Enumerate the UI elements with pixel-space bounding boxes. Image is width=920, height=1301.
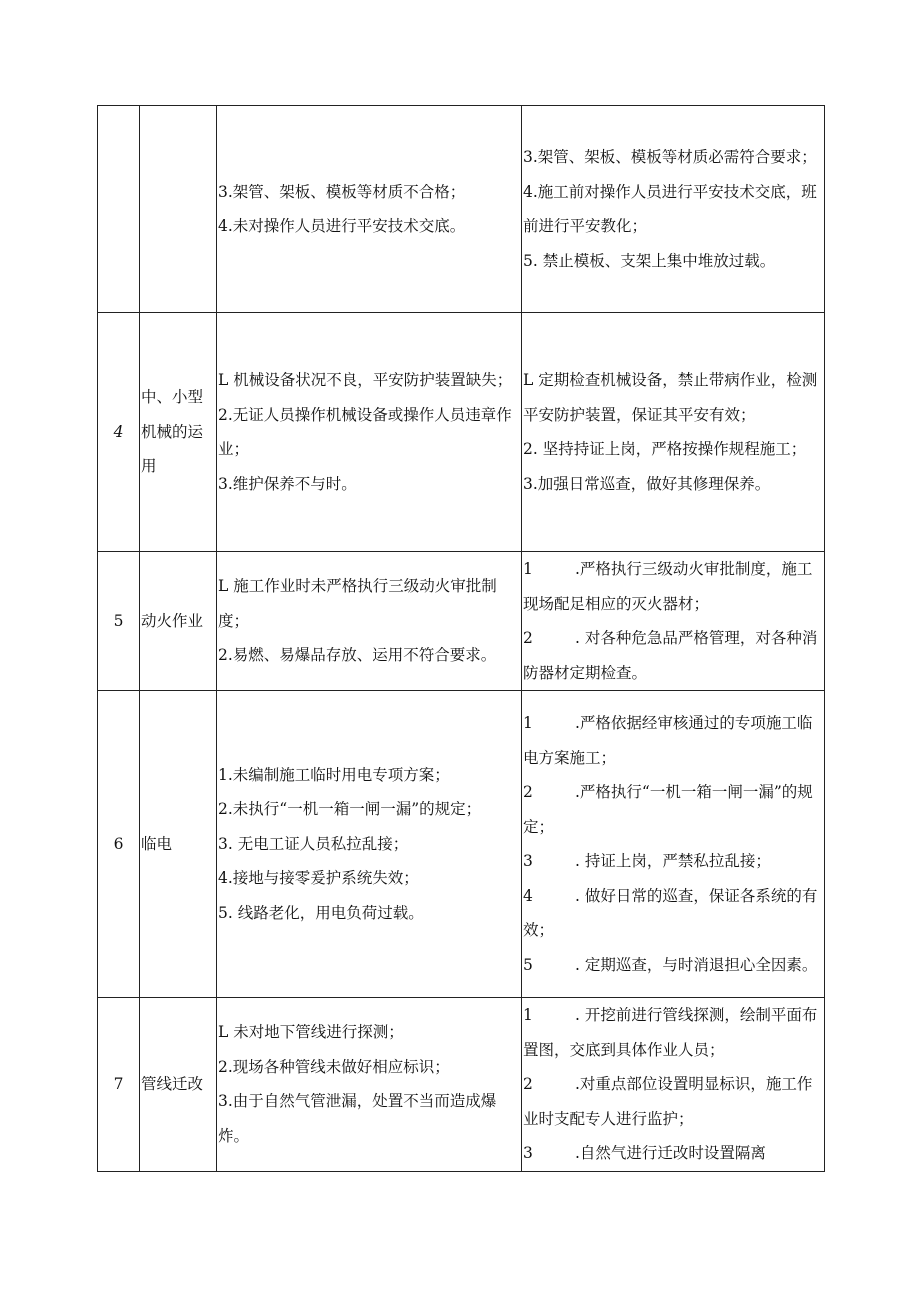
hazard-item: L 机械设备状况不良，平安防护装置缺失；	[218, 371, 513, 389]
hazard-item: 3.维护保养不与时。	[218, 474, 357, 493]
row-number: 5	[98, 552, 140, 691]
measure-index: 5	[523, 955, 533, 974]
measure-index: 3	[523, 852, 533, 870]
measure-cell	[522, 313, 825, 552]
hazard-cell	[217, 998, 522, 1172]
measure-index: 2	[523, 629, 533, 647]
hazard-item: 3.由于自然气管泄漏，处置不当而造成爆炸。	[218, 1092, 497, 1145]
measure-item	[523, 998, 823, 1067]
measure-text: .对重点部位设置明显标识，施工作业时支配专人进行监护；	[523, 1075, 813, 1128]
hazard-item: 4.接地与接零爰护系统失效；	[218, 869, 419, 888]
measure-text: . 定期巡查，与时消退担心全因素。	[575, 955, 818, 974]
measure-item	[523, 1067, 823, 1136]
table-row	[98, 106, 825, 313]
measure-text: . 做好日常的巡查，保证各系统的有效；	[523, 886, 818, 939]
row-category: 临电	[140, 691, 217, 998]
measure-index: 3	[523, 1144, 533, 1162]
table-row	[98, 552, 825, 691]
hazard-cell	[217, 552, 522, 691]
measure-index: 2	[523, 1075, 533, 1093]
measure-text: .严格执行三级动火审批制度，施工现场配足相应的灭火器材；	[523, 560, 813, 613]
hazard-item: 2.现场各种管线未做好相应标识；	[218, 1057, 450, 1076]
measure-item	[523, 1136, 823, 1171]
hazard-item: 3.架管、架板、模板等材质不合格；	[218, 182, 466, 201]
row-category: 动火作业	[140, 552, 217, 691]
row-number: 6	[98, 691, 140, 998]
table-row	[98, 313, 825, 552]
measure-text: . 开挖前进行管线探测，绘制平面布置图，交底到具体作业人员；	[523, 1006, 818, 1059]
measure-index: 2	[523, 783, 533, 801]
measure-index: 4	[523, 886, 533, 905]
measure-text: . 持证上岗，严禁私拉乱接；	[575, 852, 771, 870]
hazard-item: 2.无证人员操作机械设备或操作人员违章作业；	[218, 405, 512, 458]
hazard-item: 2.易燃、易爆品存放、运用不符合要求。	[218, 646, 497, 665]
hazard-item: 3. 无电工证人员私拉乱接；	[218, 834, 409, 853]
measure-cell	[522, 691, 825, 998]
row-category: 中、小型机械的运用	[140, 313, 217, 552]
measure-index: 1	[523, 1006, 533, 1024]
measure-index: 1	[523, 560, 533, 578]
row-number	[98, 313, 140, 552]
hazard-item: 5. 线路老化，用电负荷过载。	[218, 903, 424, 922]
table-row	[98, 998, 825, 1172]
hazard-item: 2.未执行“一机一箱一闸一漏”的规定；	[218, 800, 482, 819]
measure-item: 2. 坚持持证上岗，严格按操作规程施工；	[523, 440, 807, 458]
measure-item: 5. 禁止模板、支架上集中堆放过载。	[523, 251, 776, 270]
measure-item	[523, 775, 823, 844]
hazard-item: L 施工作业时未严格执行三级动火审批制度；	[218, 577, 497, 630]
hazard-cell	[217, 106, 522, 313]
measure-cell	[522, 106, 825, 313]
row-number-text: 4	[113, 422, 124, 441]
risk-measures-table	[97, 105, 825, 1172]
row-category	[140, 106, 217, 313]
row-number	[98, 106, 140, 313]
measure-text: .自然气进行迁改时设置隔离	[575, 1144, 766, 1162]
measure-item	[523, 844, 823, 879]
measure-item	[523, 879, 823, 948]
measure-text: .严格依据经审核通过的专项施工临电方案施工；	[523, 714, 813, 767]
table-row	[98, 691, 825, 998]
measure-item	[523, 706, 823, 775]
row-number: 7	[98, 998, 140, 1172]
measure-cell	[522, 998, 825, 1172]
hazard-cell	[217, 691, 522, 998]
measure-text: . 对各种危急品严格管理，对各种消防器材定期检查。	[523, 629, 818, 682]
measure-text: .严格执行“一机一箱一闸一漏”的规定；	[523, 783, 813, 836]
measure-item: 3.架管、架板、模板等材质必需符合要求；	[523, 148, 817, 166]
measure-item: 4.施工前对操作人员进行平安技术交底，班前进行平安教化；	[523, 182, 817, 235]
measure-index: 1	[523, 714, 533, 732]
measure-item	[523, 552, 823, 621]
measure-item: L 定期检查机械设备，禁止带病作业，检测平安防护装置，保证其平安有效；	[523, 371, 818, 424]
row-category: 管线迁改	[140, 998, 217, 1172]
hazard-item: 4.未对操作人员进行平安技术交底。	[218, 217, 466, 235]
hazard-cell	[217, 313, 522, 552]
measure-item: 3.加强日常巡查，做好其修理保养。	[523, 474, 771, 493]
measure-cell	[522, 552, 825, 691]
hazard-item: 1.未编制施工临时用电专项方案；	[218, 765, 450, 784]
hazard-item: L 未对地下管线进行探测；	[218, 1023, 404, 1042]
measure-item	[523, 948, 823, 983]
measure-item	[523, 621, 823, 690]
